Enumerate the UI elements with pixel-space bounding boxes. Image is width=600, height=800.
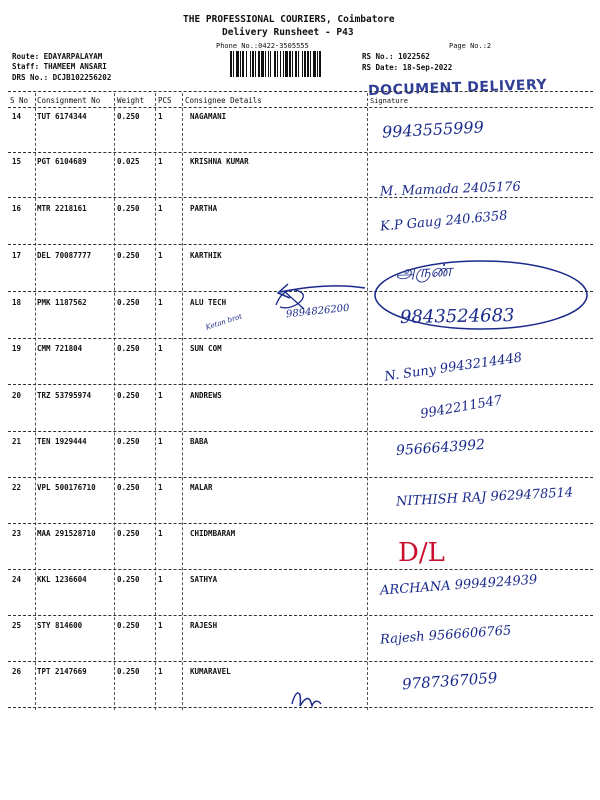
weight: 0.250 xyxy=(117,112,140,121)
drs-number: DRS No.: DCJB102256202 xyxy=(12,73,112,82)
handwritten-signature: NITHISH RAJ 9629478514 xyxy=(395,485,574,510)
staff: Staff: THAMEEM ANSARI xyxy=(12,62,107,71)
consignee-name: ALU TECH xyxy=(190,298,227,307)
col-consignment: Consignment No xyxy=(37,96,101,105)
col-weight: Weight xyxy=(117,96,145,105)
consignee-name: RAJESH xyxy=(190,621,218,630)
weight: 0.250 xyxy=(117,667,140,676)
pieces: 1 xyxy=(158,529,163,538)
serial-number: 25 xyxy=(12,621,22,630)
divider xyxy=(8,197,593,198)
company-name: THE PROFESSIONAL COURIERS, Coimbatore xyxy=(183,14,395,25)
pieces: 1 xyxy=(158,437,163,446)
consignment-number: TEN 1929444 xyxy=(37,437,87,446)
serial-number: 15 xyxy=(12,157,22,166)
pieces: 1 xyxy=(158,112,163,121)
page-number: Page No.:2 xyxy=(449,42,492,50)
divider xyxy=(8,523,593,524)
consignment-number: STY 814600 xyxy=(37,621,83,630)
divider xyxy=(8,569,593,570)
divider xyxy=(8,91,593,92)
col-consignee: Consignee Details xyxy=(185,96,262,105)
consignment-number: PMK 1187562 xyxy=(37,298,87,307)
col-pcs: PCS xyxy=(158,96,172,105)
consignment-number: MTR 2218161 xyxy=(37,204,87,213)
consignee-name: SATHYA xyxy=(190,575,218,584)
pieces: 1 xyxy=(158,483,163,492)
weight: 0.250 xyxy=(117,575,140,584)
consignee-name: MALAR xyxy=(190,483,213,492)
divider xyxy=(8,661,593,662)
pieces: 1 xyxy=(158,344,163,353)
handwritten-signature: N. Suny 9943214448 xyxy=(383,350,524,385)
consignment-number: TUT 6174344 xyxy=(37,112,87,121)
consignment-number: KKL 1236604 xyxy=(37,575,87,584)
scribble-mark xyxy=(272,285,312,313)
divider xyxy=(8,107,593,108)
weight: 0.250 xyxy=(117,437,140,446)
consignment-number: PGT 6104689 xyxy=(37,157,87,166)
pieces: 1 xyxy=(158,391,163,400)
serial-number: 24 xyxy=(12,575,22,584)
handwritten-phone: 9894826200 xyxy=(285,302,351,321)
pieces: 1 xyxy=(158,621,163,630)
divider xyxy=(8,615,593,616)
weight: 0.025 xyxy=(117,157,140,166)
barcode xyxy=(230,51,356,77)
consignment-number: VPL 500176710 xyxy=(37,483,96,492)
handwritten-signature: 9843524683 xyxy=(399,305,515,328)
divider xyxy=(8,431,593,432)
pieces: 1 xyxy=(158,204,163,213)
rs-number: RS No.: 1022562 xyxy=(362,52,430,61)
pieces: 1 xyxy=(158,251,163,260)
weight: 0.250 xyxy=(117,204,140,213)
handwritten-signature: 9943555999 xyxy=(381,117,485,142)
weight: 0.250 xyxy=(117,298,140,307)
rs-date: RS Date: 18-Sep-2022 xyxy=(362,63,453,72)
serial-number: 23 xyxy=(12,529,22,538)
divider xyxy=(8,384,593,385)
consignment-number: DEL 70087777 xyxy=(37,251,92,260)
consignee-name: PARTHA xyxy=(190,204,218,213)
weight: 0.250 xyxy=(117,251,140,260)
consignee-name: ANDREWS xyxy=(190,391,222,400)
handwritten-signature: அருண் xyxy=(395,261,453,283)
handwritten-signature: 9787367059 xyxy=(401,668,498,694)
divider xyxy=(8,152,593,153)
divider xyxy=(8,338,593,339)
document-delivery-stamp: DOCUMENT DELIVERY xyxy=(367,76,548,100)
serial-number: 20 xyxy=(12,391,22,400)
serial-number: 18 xyxy=(12,298,22,307)
handwritten-signature: ARCHANA 9994924939 xyxy=(379,572,538,599)
consignee-name: BABA xyxy=(190,437,209,446)
serial-number: 17 xyxy=(12,251,22,260)
weight: 0.250 xyxy=(117,621,140,630)
divider xyxy=(8,244,593,245)
route: Route: EDAYARPALAYAM xyxy=(12,52,103,61)
divider xyxy=(8,477,593,478)
handwritten-signature: 9566643992 xyxy=(395,436,486,460)
handwritten-signature: K.P Gaug 240.6358 xyxy=(379,208,509,235)
col-sno: S No xyxy=(10,96,29,105)
runsheet-title: Delivery Runsheet - P43 xyxy=(222,27,354,38)
consignment-number: TRZ 53795974 xyxy=(37,391,92,400)
serial-number: 26 xyxy=(12,667,22,676)
col-signature: Signature xyxy=(370,97,408,105)
consignee-name: SUN COM xyxy=(190,344,222,353)
serial-number: 19 xyxy=(12,344,22,353)
pieces: 1 xyxy=(158,298,163,307)
handwritten-signature: M. Mamada 2405176 xyxy=(379,179,522,200)
phone-number: Phone No.:0422-3505555 xyxy=(216,42,309,50)
consignee-name: CHIDMBARAM xyxy=(190,529,236,538)
consignee-name: KUMARAVEL xyxy=(190,667,231,676)
pieces: 1 xyxy=(158,157,163,166)
handwritten-signature: 9942211547 xyxy=(419,392,504,423)
serial-number: 14 xyxy=(12,112,22,121)
weight: 0.250 xyxy=(117,483,140,492)
weight: 0.250 xyxy=(117,344,140,353)
consignee-name: KARTHIK xyxy=(190,251,222,260)
handwritten-signature: D/L xyxy=(398,538,445,568)
weight: 0.250 xyxy=(117,391,140,400)
handwritten-signature: Rajesh 9566606765 xyxy=(379,623,512,648)
consignment-number: TPT 2147669 xyxy=(37,667,87,676)
signature-mark xyxy=(288,686,324,714)
consignee-name: KRISHNA KUMAR xyxy=(190,157,249,166)
pieces: 1 xyxy=(158,667,163,676)
serial-number: 21 xyxy=(12,437,22,446)
pieces: 1 xyxy=(158,575,163,584)
consignee-name: NAGAMANI xyxy=(190,112,227,121)
serial-number: 22 xyxy=(12,483,22,492)
consignment-number: MAA 291528710 xyxy=(37,529,96,538)
handwritten-note: Ketan brot xyxy=(204,312,244,332)
weight: 0.250 xyxy=(117,529,140,538)
serial-number: 16 xyxy=(12,204,22,213)
circle-mark xyxy=(370,256,592,334)
consignment-number: CMM 721804 xyxy=(37,344,83,353)
